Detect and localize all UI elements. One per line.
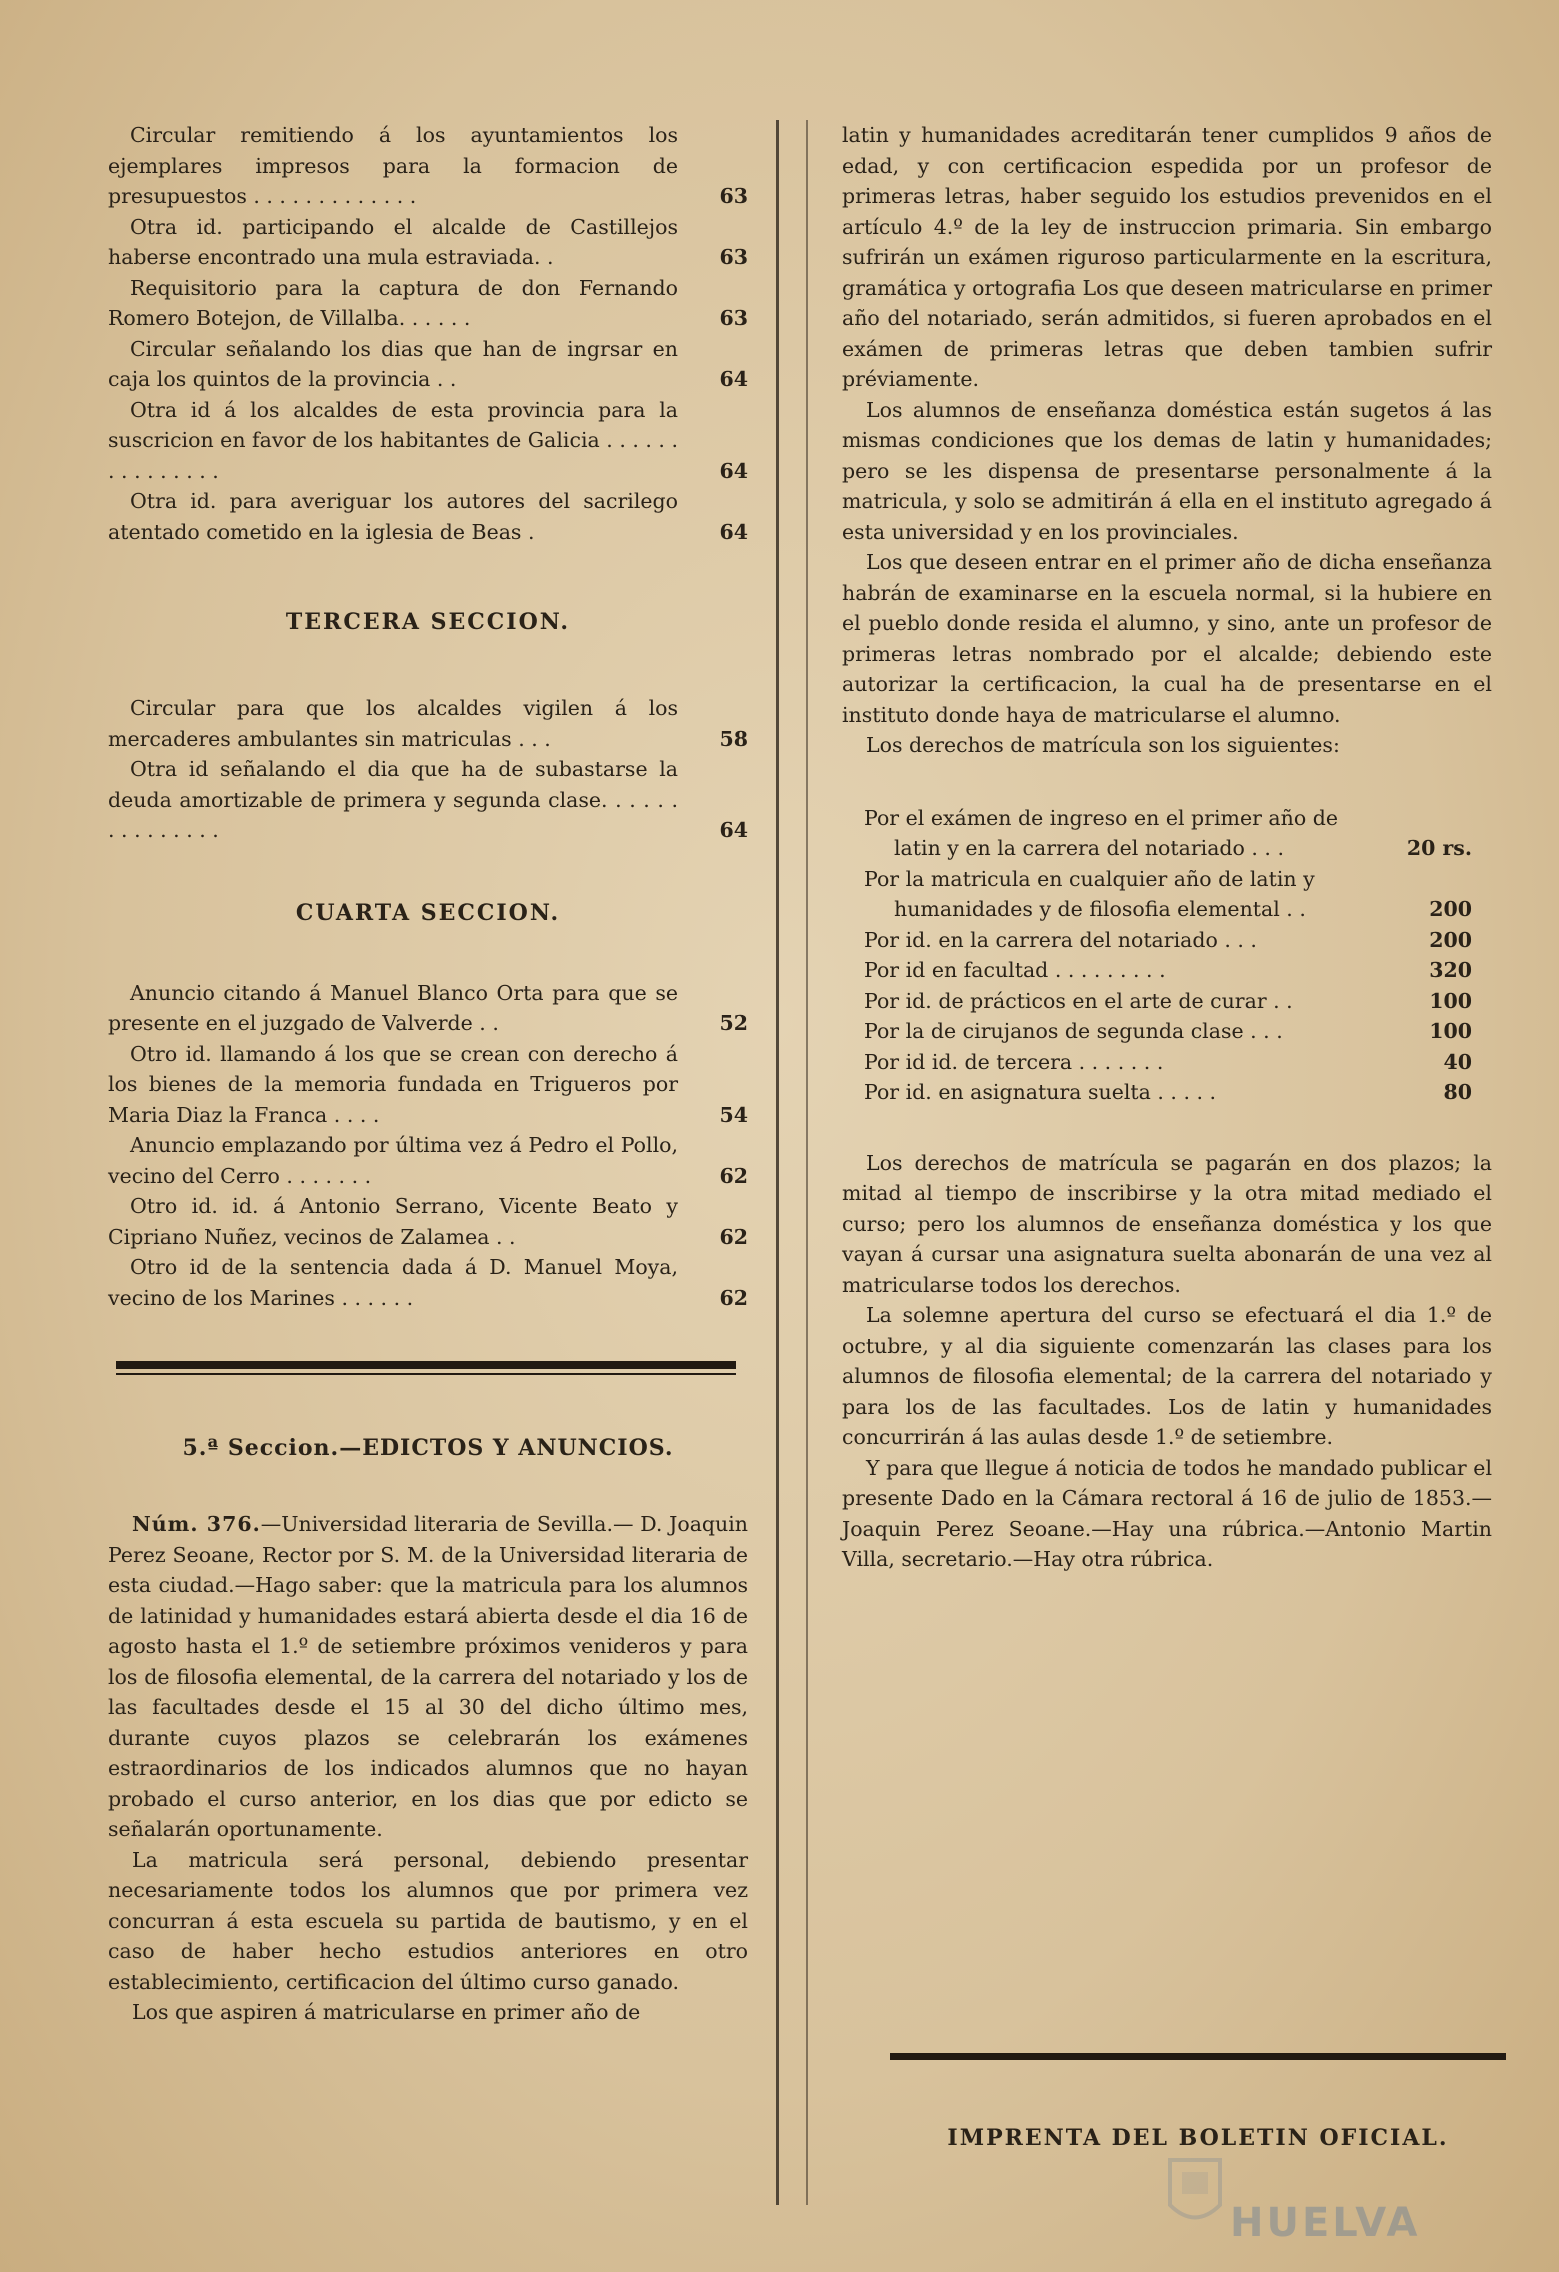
cuarta-list <box>108 978 748 1314</box>
fee-row <box>864 986 1472 1017</box>
fee-row <box>864 955 1472 986</box>
index-entry-text: Otra id señalando el dia que ha de subastarse la deuda amortizable de primera y segunda clase. . . . . . . . . . . . . . . <box>108 757 678 842</box>
index-entry-page: 62 <box>719 1163 748 1188</box>
fee-label: latin y en la carrera del notariado . . . <box>894 836 1284 860</box>
fee-row <box>864 894 1472 925</box>
fees-table <box>864 803 1472 1108</box>
fee-amount: 320 <box>1429 958 1472 982</box>
index-entry-page: 52 <box>719 1011 748 1035</box>
fee-row <box>864 864 1472 895</box>
index-entry-text: Otro id. id. á Antonio Serrano, Vicente Beato y Cipriano Nuñez, vecinos de Zalamea . . <box>108 1194 678 1249</box>
index-entry-page: 64 <box>719 458 748 483</box>
index-entry-page: 58 <box>719 726 748 751</box>
fee-label: Por la de cirujanos de segunda clase . . . <box>864 1019 1283 1043</box>
fee-row <box>864 1016 1472 1047</box>
index-entry-text: Requisitorio para la captura de don Fernando Romero Botejon, de Villalba. . . . . . <box>108 275 678 330</box>
index-entry <box>108 1191 748 1252</box>
index-entry <box>108 1039 748 1131</box>
watermark-text: HUELVA <box>1230 2200 1421 2246</box>
notice-paragraph: Y para que llegue á noticia de todos he mandado publicar el presente Dado en la Cámara rectoral á 16 de julio de 1853.—Joaquin Perez Seoane.—Hay una rúbrica.—Antonio Martin Villa, secretario.—Hay otra rúbrica. <box>842 1455 1492 1571</box>
fee-amount: 200 <box>1429 927 1472 952</box>
fee-label: Por la matricula en cualquier año de latin y <box>864 866 1315 891</box>
fee-row <box>864 833 1472 864</box>
printer-imprint: IMPRENTA DEL BOLETIN OFICIAL. <box>947 2125 1449 2151</box>
right-column <box>842 120 1492 1575</box>
fee-amount: 100 <box>1429 988 1472 1013</box>
column-divider-thin <box>806 120 808 2205</box>
section-heading-cuarta: CUARTA SECCION. <box>295 899 561 926</box>
index-entry-page: 62 <box>719 1224 748 1249</box>
fee-amount <box>1382 803 1472 834</box>
fee-label: Por el exámen de ingreso en el primer año de <box>864 805 1338 830</box>
index-entry-page: 63 <box>719 184 748 208</box>
fee-amount: 40 <box>1443 1049 1472 1074</box>
closing-rule <box>890 2053 1506 2060</box>
index-entry <box>108 486 748 547</box>
fee-row <box>864 1077 1472 1108</box>
section-heading-tercera: TERCERA SECCION. <box>285 609 571 635</box>
notice-text: —Universidad literaria de Sevilla.— D. Joaquin Perez Seoane, Rector por S. M. de la Universidad literaria de esta ciudad.—Hago saber: que la matricula para los alumnos de latinidad y humanidades estará abierta desde el dia 16 de agosto hasta el 1.º de setiembre próximos venideros y para los de filosofia elemental, de la carrera del notariado y los de las facultades desde el 15 al 30 del dicho último mes, durante cuyos plazos se celebrarán los exámenes estraordinarios de los indicados alumnos que no hayan probado el curso anterior, en los dias que por edicto se señalarán oportunamente. <box>108 1512 749 1841</box>
notice-paragraph: Los derechos de matrícula se pagarán en dos plazos; la mitad al tiempo de inscribirse y la otra mitad mediado el curso; pero los alumnos de enseñanza doméstica y los que vayan á cursar una asignatura suelta abonarán de una vez al matricularse todos los derechos. <box>842 1150 1492 1297</box>
fee-row <box>864 803 1472 834</box>
index-entry-page: 63 <box>719 245 748 269</box>
index-entry-page: 54 <box>719 1102 748 1127</box>
index-entry-text: Otra id á los alcaldes de esta provincia para la suscricion en favor de los habitantes de Galicia . . . . . . . . . . . . . . . <box>108 397 678 483</box>
index-entry <box>108 212 748 273</box>
index-entry-page: 63 <box>719 306 748 330</box>
index-entry <box>108 1252 748 1313</box>
index-entry-page: 64 <box>719 818 748 842</box>
notice-paragraph: Los alumnos de enseñanza doméstica están sugetos á las mismas condiciones que los demas de latin y humanidades; pero se les dispensa de presentarse personalmente á la matricula, y solo se admitirán á ella en el instituto agregado á esta universidad y en los provinciales. <box>842 397 1492 544</box>
index-entry-page: 62 <box>719 1285 748 1310</box>
index-entry <box>108 1130 748 1191</box>
notice-paragraph: Los que aspiren á matricularse en primer año de <box>132 2000 641 2024</box>
fee-label: Por id. de prácticos en el arte de curar . . <box>864 988 1293 1013</box>
fee-amount <box>1382 864 1472 895</box>
fee-label: Por id. en la carrera del notariado . . . <box>864 927 1257 952</box>
index-entry <box>108 120 748 212</box>
index-entry-text: Circular para que los alcaldes vigilen á los mercaderes ambulantes sin matriculas . . . <box>108 696 678 751</box>
notice-paragraph: Los que deseen entrar en el primer año de dicha enseñanza habrán de examinarse en la escuela normal, si la hubiere en el pueblo donde resida el alumno, y sino, ante un profesor de primeras letras nombrado por el alcalde; debiendo este autorizar la certificacion, la cual ha de presentarse en el instituto donde haya de matricularse el alumno. <box>842 550 1492 727</box>
index-entry-text: Circular señalando los dias que han de ingrsar en caja los quintos de la provincia . . <box>108 336 678 391</box>
notice-paragraph: latin y humanidades acreditarán tener cumplidos 9 años de edad, y con certificacion espedida por un profesor de primeras letras, haber seguido los estudios prevenidos en el artículo 4.º de la ley de instruccion primaria. Sin embargo sufrirán un exámen riguroso particularmente en la escritura, gramática y ortografia Los que deseen matricularse en primer año del notariado, serán admitidos, si fueren aprobados en el exámen de primeras letras que deben tambien sufrir préviamente. <box>842 123 1492 391</box>
tercera-list <box>108 693 748 846</box>
fee-amount: 80 <box>1443 1080 1472 1104</box>
index-entry-text: Otro id de la sentencia dada á D. Manuel Moya, vecino de los Marines . . . . . . <box>108 1255 678 1310</box>
notice-paragraph: La solemne apertura del curso se efectuará el dia 1.º de octubre, y al dia siguiente comenzarán las clases para los alumnos de filosofia elemental; de la carrera del notariado y para los de las facultades. Los de latin y humanidades concurrirán á las aulas desde 1.º de setiembre. <box>842 1303 1492 1449</box>
notice-paragraph: La matricula será personal, debiendo presentar necesariamente todos los alumnos que por primera vez concurran á esta escuela su partida de bautismo, y en el caso de haber hecho estudios anteriores en otro establecimiento, certificacion del último curso ganado. <box>108 1847 748 1994</box>
fee-row <box>864 1047 1472 1078</box>
section-rule-thin <box>116 1373 736 1375</box>
index-entry-text: Otra id. participando el alcalde de Castillejos haberse encontrado una mula estraviada. . <box>108 214 678 269</box>
index-entry <box>108 693 748 754</box>
notice-number: Núm. 376. <box>132 1512 261 1536</box>
fee-label: humanidades y de filosofia elemental . . <box>894 897 1306 921</box>
index-entry <box>108 334 748 395</box>
index-entry <box>108 978 748 1039</box>
index-entry <box>108 395 748 487</box>
index-entry <box>108 273 748 334</box>
column-divider-thick <box>776 120 779 2205</box>
notice-paragraph: Los derechos de matrícula son los siguientes: <box>866 733 1340 757</box>
index-entry-page: 64 <box>719 367 748 391</box>
index-list <box>108 120 748 547</box>
index-entry-text: Otro id. llamando á los que se crean con derecho á los bienes de la memoria fundada en Trigueros por Maria Diaz la Franca . . . . <box>108 1041 678 1127</box>
fee-amount: 20 rs. <box>1406 836 1472 860</box>
fee-row <box>864 925 1472 956</box>
fee-label: Por id id. de tercera . . . . . . . <box>864 1049 1164 1074</box>
index-entry-text: Anuncio emplazando por última vez á Pedro el Pollo, vecino del Cerro . . . . . . . <box>108 1133 678 1188</box>
index-entry-page: 64 <box>719 519 748 544</box>
left-column <box>108 120 748 2028</box>
fee-label: Por id en facultad . . . . . . . . . <box>864 958 1166 982</box>
index-entry <box>108 754 748 846</box>
index-entry-text: Circular remitiendo á los ayuntamientos los ejemplares impresos para la formacion de presupuestos . . . . . . . . . . . . . <box>108 123 678 208</box>
index-entry-text: Otra id. para averiguar los autores del sacrilego atentado cometido en la iglesia de Beas . <box>108 489 678 544</box>
fee-label: Por id. en asignatura suelta . . . . . <box>864 1080 1217 1104</box>
fee-amount: 200 <box>1429 897 1472 921</box>
section-rule-thick <box>116 1361 736 1369</box>
notice-paragraph <box>108 1509 748 1845</box>
fee-amount: 100 <box>1429 1019 1472 1043</box>
section-title-edictos: 5.ª Seccion.—EDICTOS Y ANUNCIOS. <box>182 1435 674 1461</box>
index-entry-text: Anuncio citando á Manuel Blanco Orta para que se presente en el juzgado de Valverde . . <box>108 980 678 1035</box>
